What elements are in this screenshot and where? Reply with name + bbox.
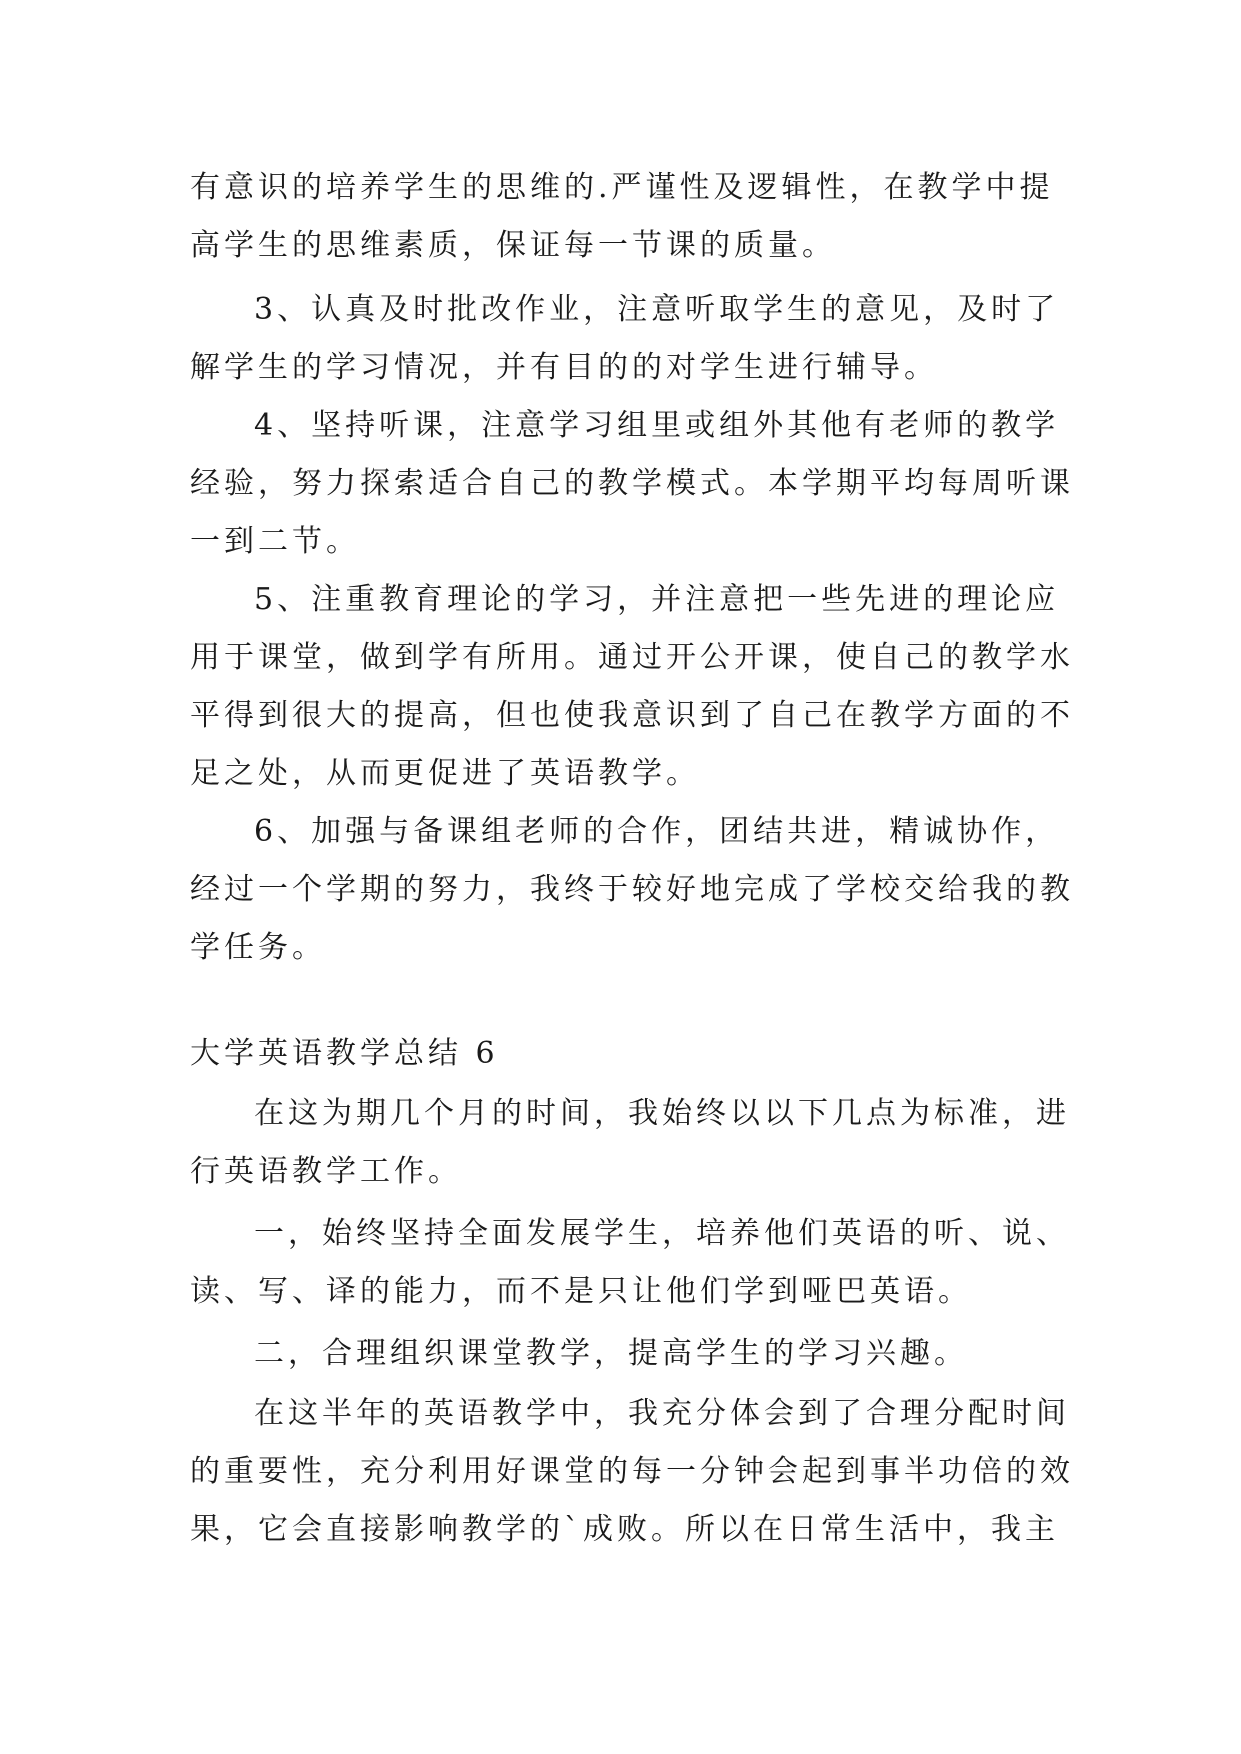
paragraph-line: 足之处，从而更促进了英语教学。 xyxy=(190,756,700,791)
paragraph-line: 6、加强与备课组老师的合作，团结共进，精诚协作， xyxy=(254,814,1060,849)
paragraph-line: 高学生的思维素质，保证每一节课的质量。 xyxy=(190,228,836,263)
paragraph-line: 平得到很大的提高，但也使我意识到了自己在教学方面的不 xyxy=(190,698,1074,733)
paragraph-line: 3、认真及时批改作业，注意听取学生的意见，及时了 xyxy=(254,292,1060,327)
paragraph-line: 经验，努力探索适合自己的教学模式。本学期平均每周听课 xyxy=(190,466,1074,501)
paragraph-line: 二，合理组织课堂教学，提高学生的学习兴趣。 xyxy=(254,1336,968,1371)
paragraph-line: 解学生的学习情况，并有目的的对学生进行辅导。 xyxy=(190,350,938,385)
section-heading: 大学英语教学总结 6 xyxy=(190,1036,499,1071)
paragraph-line: 学任务。 xyxy=(190,930,326,965)
paragraph-line: 一到二节。 xyxy=(190,524,360,559)
paragraph-line: 在这半年的英语教学中，我充分体会到了合理分配时间 xyxy=(254,1396,1070,1431)
paragraph-line: 果，它会直接影响教学的`成败。所以在日常生活中，我主 xyxy=(190,1512,1059,1547)
paragraph-line: 读、写、译的能力，而不是只让他们学到哑巴英语。 xyxy=(190,1274,972,1309)
paragraph-line: 一，始终坚持全面发展学生，培养他们英语的听、说、 xyxy=(254,1216,1070,1251)
paragraph-line: 用于课堂，做到学有所用。通过开公开课，使自己的教学水 xyxy=(190,640,1074,675)
paragraph-line: 有意识的培养学生的思维的.严谨性及逻辑性，在教学中提 xyxy=(190,170,1054,205)
paragraph-line: 4、坚持听课，注意学习组里或组外其他有老师的教学 xyxy=(254,408,1060,443)
paragraph-line: 经过一个学期的努力，我终于较好地完成了学校交给我的教 xyxy=(190,872,1074,907)
paragraph-line: 5、注重教育理论的学习，并注意把一些先进的理论应 xyxy=(254,582,1060,617)
paragraph-line: 在这为期几个月的时间，我始终以以下几点为标准，进 xyxy=(254,1096,1070,1131)
paragraph-line: 的重要性，充分利用好课堂的每一分钟会起到事半功倍的效 xyxy=(190,1454,1074,1489)
paragraph-line: 行英语教学工作。 xyxy=(190,1154,462,1189)
